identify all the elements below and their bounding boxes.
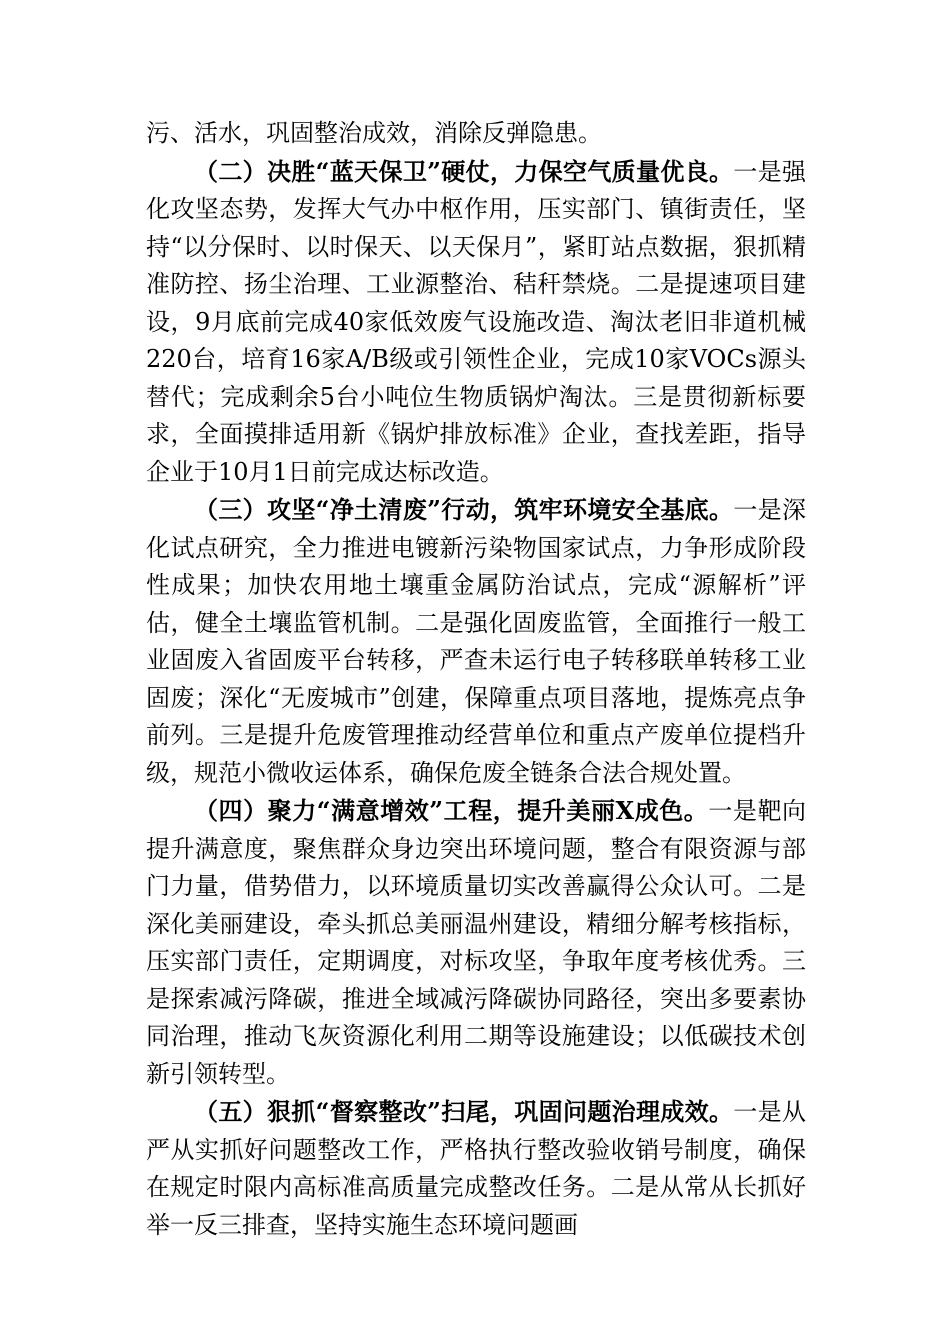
section-heading: （三）攻坚“净土清废”行动，筑牢环境安全基底。 [194,495,734,524]
paragraph-continuation [146,115,806,153]
section-heading: （五）狠抓“督察整改”扫尾，巩固问题治理成效。 [194,1097,734,1126]
section-heading: （四）聚力“满意增效”工程，提升美丽X成色。 [194,796,709,825]
section-two-blue-sky [146,153,806,492]
section-four-satisfaction [146,792,806,1093]
paragraph-body: 一是靶向提升满意度，聚焦群众身边突出环境问题，整合有限资源与部门力量，借势借力，以环境质量切实改善赢得公众认可。二是深化美丽建设，牵头抓总美丽温州建设，精细分解考核指标，压实部门责任，定期调度，对标攻坚，争取年度考核优秀。三是探索减污降碳，推进全域减污降碳协同路径，突出多要素协同治理，推动飞灰资源化利用二期等设施建设；以低碳技术创新引领转型。 [146,797,806,1088]
section-three-clean-soil [146,491,806,792]
paragraph-body: 一是从严从实抓好问题整改工作，严格执行整改验收销号制度，确保在规定时限内高标准高质量完成整改任务。二是从常从长抓好举一反三排查，坚持实施生态环境问题画 [146,1098,806,1239]
paragraph-body: 污、活水，巩固整治成效，消除反弹隐患。 [146,119,602,147]
paragraph-body: 一是深化试点研究，全力推进电镀新污染物国家试点，力争形成阶段性成果；加快农用地土壤重金属防治试点，完成“源解析”评估，健全土壤监管机制。二是强化固废监管，全面推行一般工业固废入省固废平台转移，严查未运行电子转移联单转移工业固废；深化“无废城市”创建，保障重点项目落地，提炼亮点争前列。三是提升危废管理推动经营单位和重点产废单位提档升级，规范小微收运体系，确保危废全链条合法合规处置。 [146,496,806,787]
section-five-inspection [146,1093,806,1244]
document-body [146,115,806,1244]
section-heading: （二）决胜“蓝天保卫”硬仗，力保空气质量优良。 [194,156,734,186]
paragraph-body: 一是强化攻坚态势，发挥大气办中枢作用，压实部门、镇街责任，坚持“以分保时、以时保天、以天保月”，紧盯站点数据，狠抓精准防控、扬尘治理、工业源整治、秸秆禁烧。二是提速项目建设，9月底前完成40家低效废气设施改造、淘汰老旧非道机械220台，培育16家A/B级或引领性企业，完成10家VOCs源头替代；完成剩余5台小吨位生物质锅炉淘汰。三是贯彻新标要求，全面摸排适用新《锅炉排放标准》企业，查找差距，指导企业于10月1日前完成达标改造。 [146,157,806,486]
